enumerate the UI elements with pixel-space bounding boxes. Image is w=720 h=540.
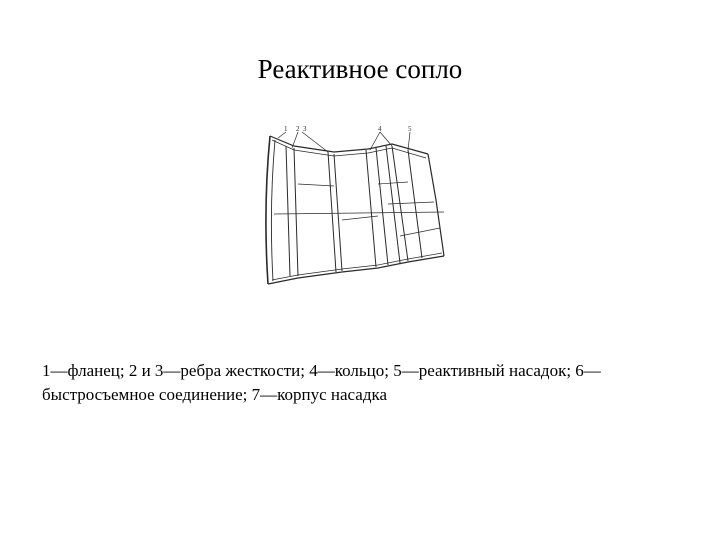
- panel-diagonal: [342, 216, 378, 220]
- rib-line: [286, 146, 290, 276]
- rib-line: [294, 148, 298, 276]
- callout-leader: [380, 132, 392, 146]
- panel-diagonal: [298, 184, 334, 186]
- rib-line: [366, 150, 376, 267]
- panel-diagonal: [378, 182, 408, 184]
- callout-number: 3: [303, 125, 307, 133]
- callout-number: 1: [284, 125, 288, 133]
- figure-caption: 1—фланец; 2 и 3—ребра жесткости; 4—кольцо; 5—реактивный насадок; 6—быстросъемное соединение; 7—корпус насадка: [42, 361, 601, 404]
- rib-line: [408, 150, 422, 258]
- top-outline-inner: [272, 140, 426, 158]
- panel-diagonal: [400, 228, 440, 236]
- callout-leader: [408, 132, 410, 150]
- callout-number: 5: [408, 125, 412, 133]
- rib-line: [386, 146, 400, 263]
- nozzle-drawing: [258, 124, 450, 288]
- flange-inner-line: [271, 140, 275, 281]
- center-axis: [274, 212, 444, 214]
- panel-diagonal: [388, 202, 434, 204]
- slide-title: Реактивное сопло: [257, 54, 463, 84]
- flange-outline: [266, 136, 270, 284]
- callout-number: 2: [296, 125, 300, 133]
- rib-line: [376, 148, 388, 265]
- bottom-outline: [268, 256, 444, 284]
- callout-number: 4: [378, 125, 382, 133]
- nozzle-drawing-svg: [258, 124, 450, 288]
- nozzle-exit-edge: [428, 154, 444, 256]
